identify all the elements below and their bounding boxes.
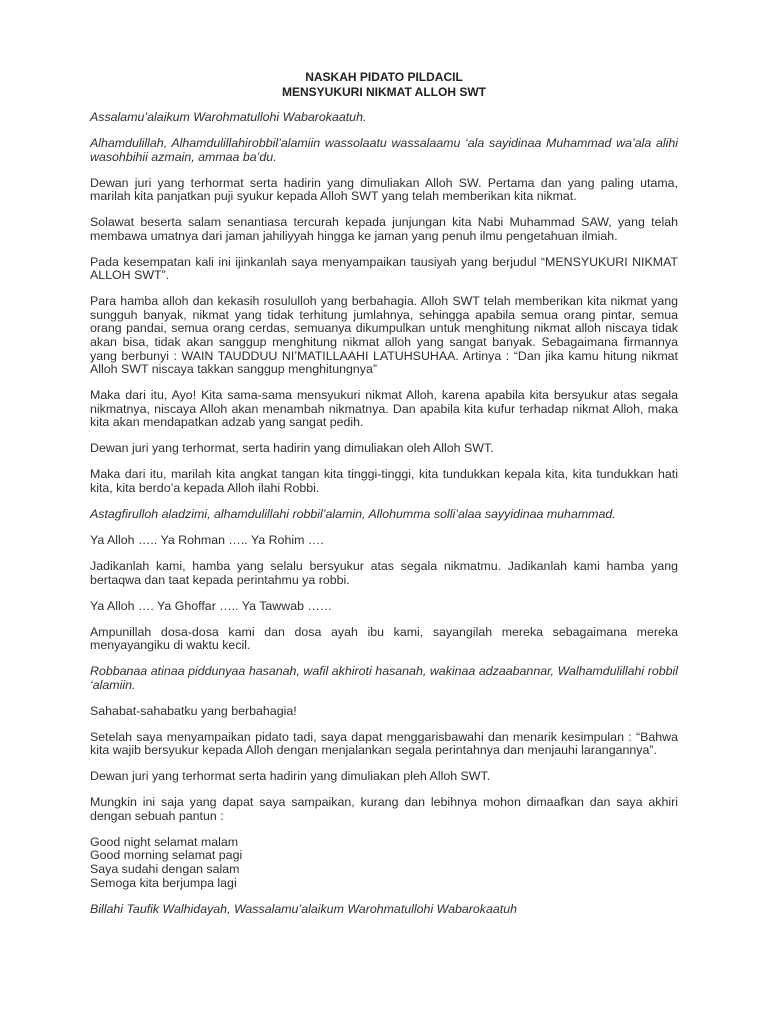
paragraph: Mungkin ini saja yang dapat saya sampaikan, kurang dan lebihnya mohon dimaafkan dan saya akhiri dengan sebuah pantun : bbox=[90, 795, 678, 823]
pantun-verse bbox=[90, 836, 678, 890]
paragraph: Jadikanlah kami, hamba yang selalu bersyukur atas segala nikmatmu. Jadikanlah kami hamba yang bertaqwa dan taat kepada perintahmu ya robbi. bbox=[90, 558, 678, 587]
prayer-paragraph: Astagfirulloh aladzimi, alhamdulillahi robbil’alamin, Allohumma solli’alaa sayyidinaa muhammad. bbox=[90, 506, 616, 521]
pantun-line: Saya sudahi dengan salam bbox=[90, 861, 240, 876]
paragraph: Dewan juri yang terhormat serta hadirin yang dimuliakan pleh Alloh SWT. bbox=[90, 769, 491, 784]
prayer-paragraph: Robbanaa atinaa piddunyaa hasanah, wafil akhiroti hasanah, wakinaa adzaabannar, Walhamdulillahi robbil ‘alamiin. bbox=[90, 664, 678, 692]
pantun-line: Good morning selamat pagi bbox=[90, 848, 243, 863]
paragraph: Para hamba alloh dan kekasih rosululloh yang berbahagia. Alloh SWT telah memberikan kita nikmat yang sungguh banyak, nikmat yang tidak terhitung jumlahnya, sehingga apabila semua orang pintar, semua orang pandai, semua orang cerdas, semuanya dikumpulkan untuk menghitung nikmat alloh niscaya tidak akan bisa, tidak akan sanggup menghitung nikmat alloh yang sangat banyak. Sebagaimana firmannya yang berbunyi : WAIN TAUDDUU NI’MATILLAAHI LATUHSUHAA. Artinya : “Dan jika kamu hitung nikmat Alloh SWT niscaya takkan sanggup menghitungnya” bbox=[90, 294, 678, 377]
document-title: NASKAH PIDATO PILDACIL bbox=[305, 70, 463, 84]
document-subtitle: MENSYUKURI NIKMAT ALLOH SWT bbox=[282, 85, 486, 99]
speech-document bbox=[90, 70, 678, 929]
paragraph: Sahabat-sahabatku yang berbahagia! bbox=[90, 703, 297, 718]
paragraph: Solawat beserta salam senantiasa tercurah kepada junjungan kita Nabi Muhammad SAW, yang telah membawa umatnya dari jaman jahiliyyah hingga ke jaman yang penuh ilmu pengetahuan ilmiah. bbox=[90, 215, 678, 243]
pantun-line: Semoga kita berjumpa lagi bbox=[90, 875, 237, 890]
paragraph: Ya Alloh ….. Ya Rohman ….. Ya Rohim …. bbox=[90, 532, 324, 547]
closing-paragraph: Billahi Taufik Walhidayah, Wassalamu’alaikum Warohmatullohi Wabarokaatuh bbox=[90, 901, 518, 916]
paragraph: Setelah saya menyampaikan pidato tadi, saya dapat menggarisbawahi dan menarik kesimpulan : “Bahwa kita wajib bersyukur kepada Alloh dengan menjalankan segala perintahnya dan menjauhi larangannya”. bbox=[90, 729, 678, 758]
paragraph: Dewan juri yang terhormat, serta hadirin yang dimuliakan oleh Alloh SWT. bbox=[90, 441, 494, 456]
paragraph: Pada kesempatan kali ini ijinkanlah saya menyampaikan tausiyah yang berjudul “MENSYUKURI NIKMAT ALLOH SWT”. bbox=[90, 254, 678, 283]
paragraph: Ampunillah dosa-dosa kami dan dosa ayah ibu kami, sayangilah mereka sebagaimana mereka menyayangiku di waktu kecil. bbox=[90, 624, 678, 653]
paragraph: Maka dari itu, Ayo! Kita sama-sama mensyukuri nikmat Alloh, karena apabila kita bersyukur atas segala nikmatnya, niscaya Alloh akan menambah nikmatnya. Dan apabila kita kufur terhadap nikmat Alloh, maka kita akan mendapatkan adzab yang sangat pedih. bbox=[90, 388, 678, 430]
pantun-line: Good night selamat malam bbox=[90, 834, 239, 849]
hamdalah-paragraph: Alhamdulillah, Alhamdulillahirobbil’alamiin wassolaatu wassalaamu ‘ala sayidinaa Muhammad wa’ala alihi wasohbihii azmain, ammaa ba’du. bbox=[90, 135, 678, 164]
paragraph: Ya Alloh …. Ya Ghoffar ….. Ya Tawwab …… bbox=[90, 598, 333, 613]
paragraph: Maka dari itu, marilah kita angkat tangan kita tinggi-tinggi, kita tundukkan kepala kita, kita tundukkan hati kita, kita berdo’a kepada Alloh ilahi Robbi. bbox=[90, 467, 678, 495]
greeting-paragraph: Assalamu’alaikum Warohmatullohi Wabarokaatuh. bbox=[90, 110, 367, 124]
paragraph: Dewan juri yang terhormat serta hadirin yang dimuliakan Alloh SW. Pertama dan yang paling utama, marilah kita panjatkan puji syukur kepada Alloh SWT yang telah memberikan kita nikmat. bbox=[90, 175, 678, 204]
